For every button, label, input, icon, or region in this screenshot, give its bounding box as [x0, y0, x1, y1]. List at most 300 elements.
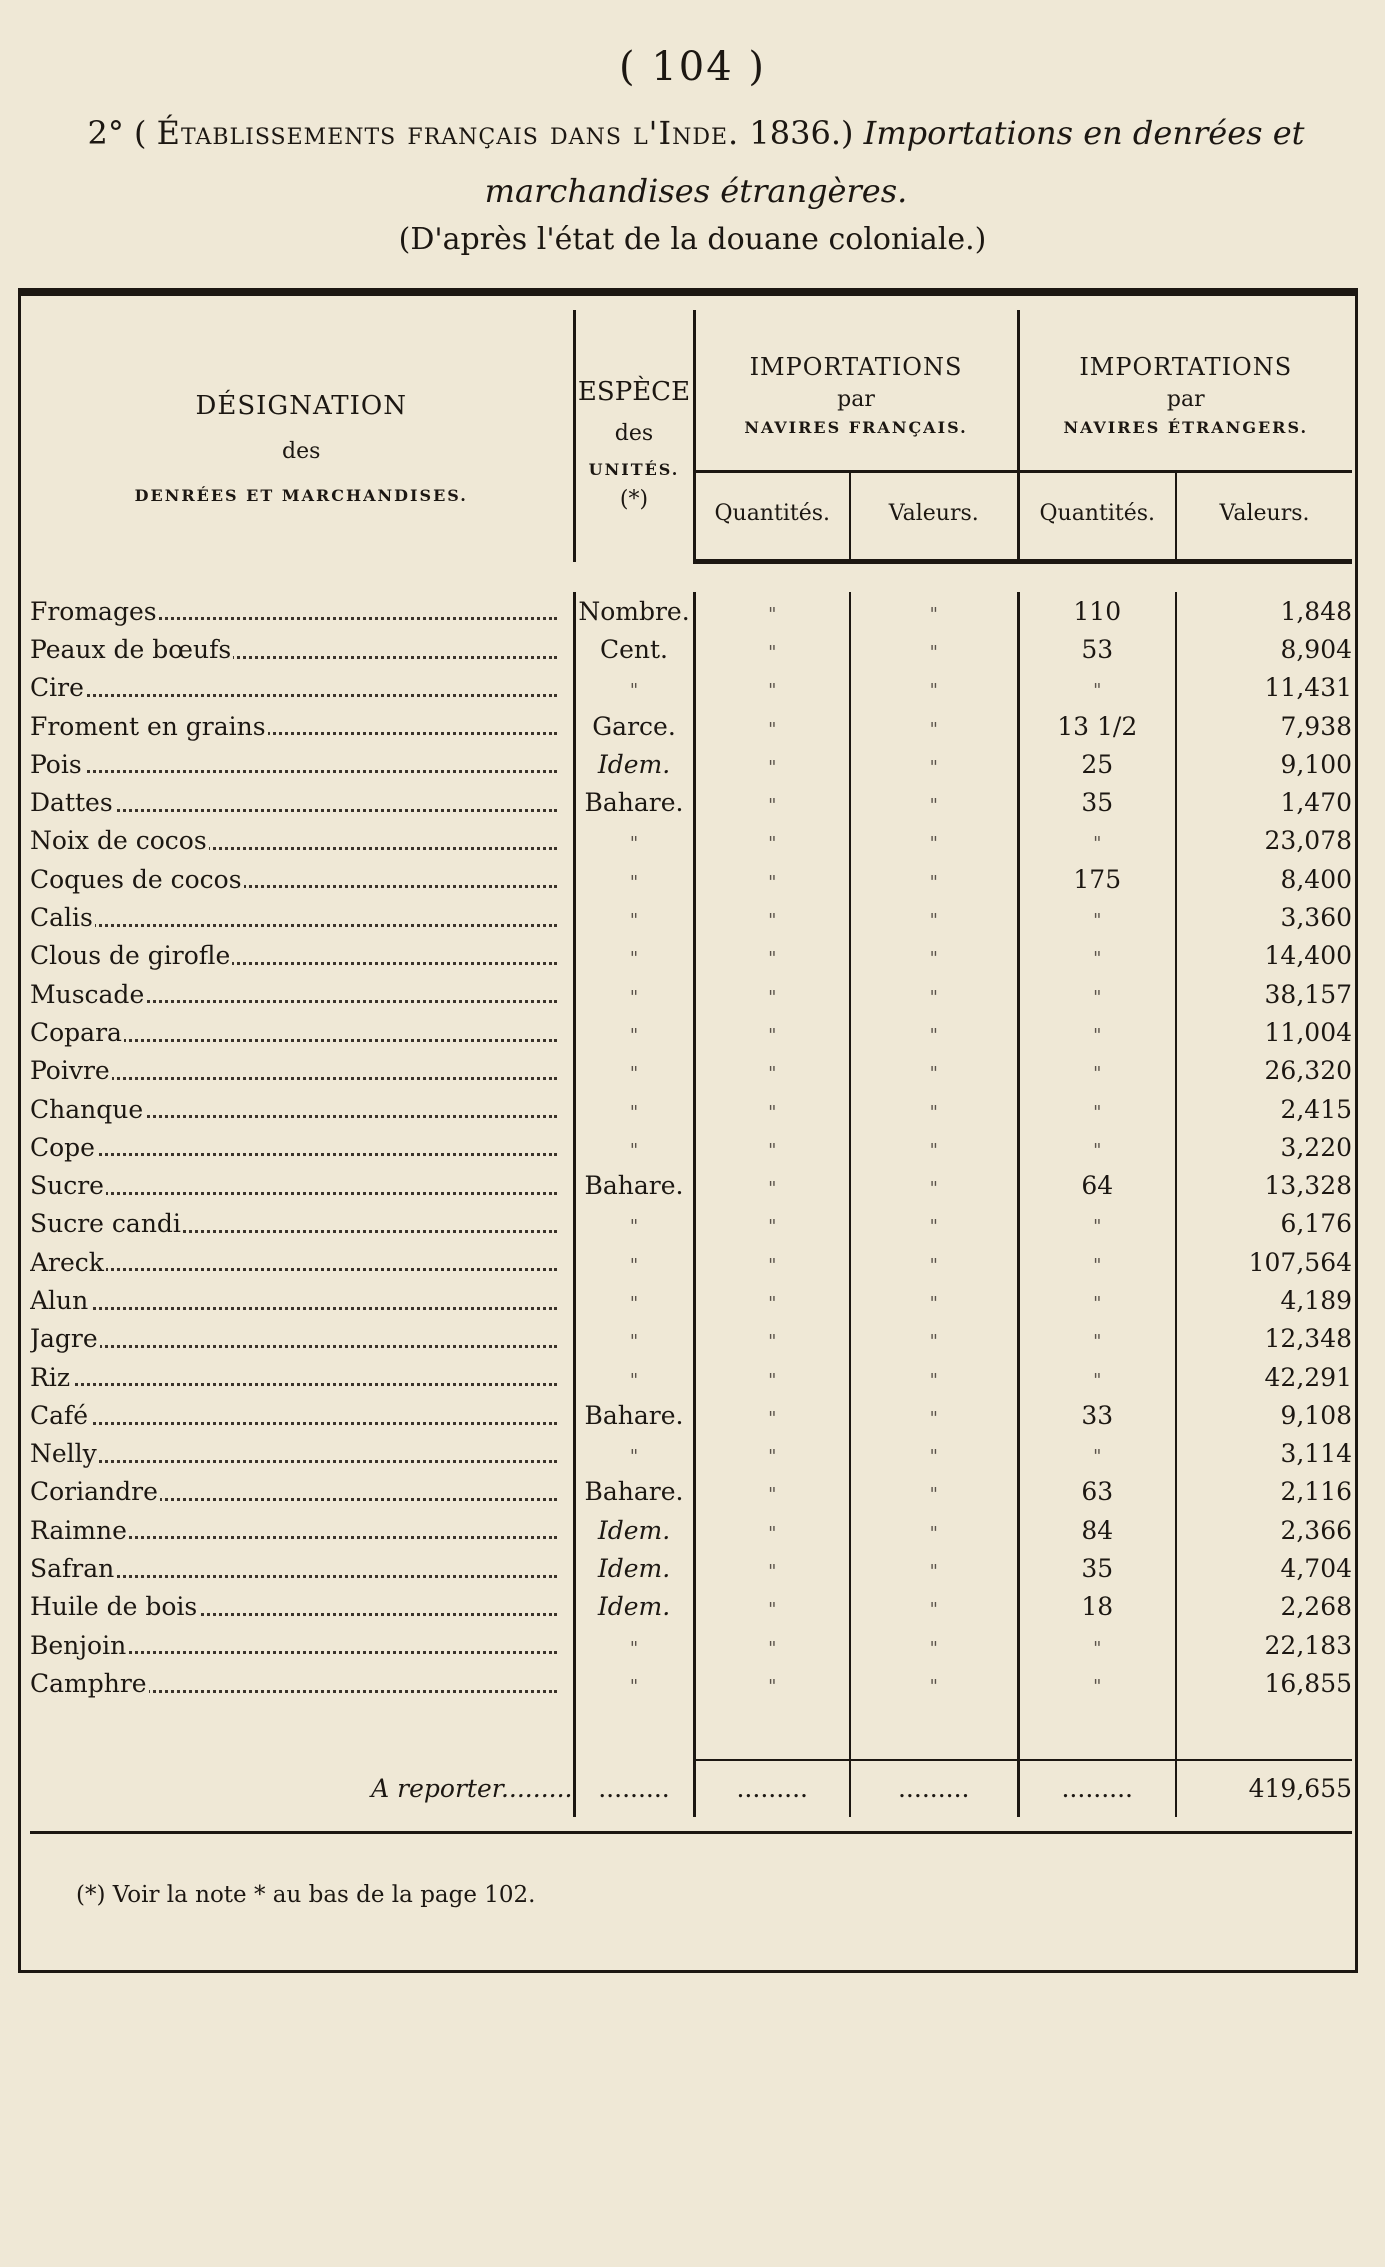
- cell-unit: [574, 1205, 694, 1243]
- designation-text: Peaux de bœufs: [30, 634, 232, 664]
- cell-et-quantite: [1018, 1511, 1176, 1549]
- cell-et-quantite: [1018, 1013, 1176, 1051]
- cell-et-valeur: [1176, 937, 1352, 975]
- header-et-quantites: Quantités.: [1018, 472, 1176, 554]
- table-body: [30, 592, 1352, 1703]
- cell-et-quantite-text: 110: [1073, 596, 1122, 626]
- cell-fr-quantite-text: ": [768, 871, 777, 893]
- cell-fr-valeur: [850, 630, 1018, 668]
- table-row: [30, 822, 1352, 860]
- table-row: [30, 860, 1352, 898]
- cell-unit-text: Idem.: [597, 1515, 671, 1545]
- cell-fr-valeur-text: ": [929, 1292, 938, 1314]
- cell-unit-text: ": [629, 1101, 639, 1123]
- table-row: [30, 745, 1352, 783]
- cell-fr-quantite: [694, 1588, 850, 1626]
- cell-unit: [574, 1243, 694, 1281]
- cell-et-valeur-text: 23,078: [1264, 826, 1353, 856]
- cell-unit: [574, 1128, 694, 1166]
- cell-designation: [30, 1511, 574, 1549]
- cell-fr-quantite-text: ": [768, 1331, 777, 1353]
- designation-text: Noix de cocos: [30, 826, 207, 856]
- cell-unit-text: Bahare.: [584, 1400, 684, 1430]
- cell-et-valeur-text: 8,904: [1280, 634, 1353, 664]
- cell-et-valeur: [1176, 1281, 1352, 1319]
- table-row: [30, 1013, 1352, 1051]
- cell-fr-valeur: [850, 1128, 1018, 1166]
- cell-fr-quantite-text: ": [768, 948, 777, 970]
- cell-fr-valeur: [850, 1588, 1018, 1626]
- table-row: [30, 1588, 1352, 1626]
- cell-et-quantite-text: ": [1093, 1063, 1102, 1085]
- cell-fr-quantite-text: ": [768, 1522, 777, 1544]
- cell-fr-quantite: [694, 707, 850, 745]
- header-navires-etrangers: [1018, 310, 1352, 472]
- cell-fr-quantite-text: ": [768, 1637, 777, 1659]
- leader-dots: [52, 1383, 557, 1386]
- cell-fr-valeur-text: ": [929, 1101, 938, 1123]
- cell-fr-quantite-text: ": [768, 833, 777, 855]
- cell-et-quantite-text: ": [1093, 1254, 1102, 1276]
- report-label-text: A reporter: [371, 1773, 501, 1803]
- cell-fr-quantite-text: ": [768, 986, 777, 1008]
- cell-designation: [30, 1320, 574, 1358]
- cell-fr-quantite: [694, 1396, 850, 1434]
- cell-fr-quantite: [694, 592, 850, 630]
- cell-et-quantite-text: ": [1093, 1369, 1102, 1391]
- cell-fr-valeur-text: ": [929, 718, 938, 740]
- cell-et-quantite: [1018, 1473, 1176, 1511]
- leader-dots: [52, 1192, 557, 1195]
- cell-et-quantite: [1018, 1549, 1176, 1587]
- page-title: [36, 104, 1356, 220]
- cell-et-valeur-text: 2,415: [1280, 1094, 1353, 1124]
- cell-fr-valeur: [850, 1090, 1018, 1128]
- header-navires-francais: [694, 310, 1018, 472]
- designation-text: Poivre: [30, 1056, 110, 1086]
- cell-et-quantite-text: 35: [1081, 788, 1114, 818]
- designation-text: Copara: [30, 1017, 122, 1047]
- cell-fr-valeur: [850, 975, 1018, 1013]
- header-espece-line2: des: [614, 421, 654, 447]
- cell-fr-valeur-text: ": [929, 603, 938, 625]
- cell-et-valeur: [1176, 1128, 1352, 1166]
- cell-fr-quantite: [694, 937, 850, 975]
- cell-et-quantite-text: 53: [1081, 634, 1114, 664]
- cell-fr-valeur: [850, 1052, 1018, 1090]
- cell-fr-valeur: [850, 1013, 1018, 1051]
- cell-fr-quantite: [694, 822, 850, 860]
- cell-fr-valeur: [850, 783, 1018, 821]
- cell-et-valeur: [1176, 1664, 1352, 1702]
- cell-unit: [574, 1664, 694, 1702]
- cell-fr-quantite: [694, 898, 850, 936]
- cell-fr-quantite: [694, 1205, 850, 1243]
- header-rule: [1018, 553, 1176, 562]
- table-row: [30, 1549, 1352, 1587]
- cell-fr-valeur: [850, 1396, 1018, 1434]
- cell-et-valeur: [1176, 822, 1352, 860]
- cell-designation: [30, 1473, 574, 1511]
- title-establishment: Établissements français dans l'Inde.: [156, 114, 740, 152]
- cell-et-valeur: [1176, 1013, 1352, 1051]
- designation-text: Muscade: [30, 979, 145, 1009]
- header-spacer: [30, 562, 1352, 593]
- cell-et-quantite-text: ": [1093, 1139, 1102, 1161]
- cell-et-valeur: [1176, 783, 1352, 821]
- cell-unit: [574, 860, 694, 898]
- cell-unit-text: ": [629, 1675, 639, 1697]
- cell-et-quantite: [1018, 745, 1176, 783]
- leader-dots: [52, 1077, 557, 1080]
- cell-unit-text: ": [629, 1331, 639, 1353]
- designation-text: Safran: [30, 1554, 115, 1584]
- cell-unit-text: Idem.: [597, 749, 671, 779]
- designation-text: Cope: [30, 1132, 95, 1162]
- cell-et-valeur-text: 14,400: [1264, 941, 1353, 971]
- cell-unit: [574, 822, 694, 860]
- leader-dots: [52, 1153, 557, 1156]
- cell-fr-quantite: [694, 1664, 850, 1702]
- cell-fr-valeur-text: ": [929, 1178, 938, 1200]
- cell-et-quantite: [1018, 898, 1176, 936]
- cell-unit: [574, 707, 694, 745]
- cell-fr-valeur-text: ": [929, 1407, 938, 1429]
- cell-fr-quantite: [694, 1320, 850, 1358]
- cell-unit: [574, 1358, 694, 1396]
- cell-et-valeur-text: 3,114: [1280, 1439, 1353, 1469]
- leader-dots: [52, 1268, 557, 1271]
- designation-text: Calis: [30, 903, 93, 933]
- cell-fr-quantite-text: ": [768, 1024, 777, 1046]
- cell-et-quantite-text: 64: [1081, 1171, 1114, 1201]
- cell-et-quantite-text: ": [1093, 1216, 1102, 1238]
- cell-fr-valeur: [850, 1205, 1018, 1243]
- cell-unit-text: ": [629, 1024, 639, 1046]
- cell-unit: [574, 1166, 694, 1204]
- cell-unit: [574, 1511, 694, 1549]
- cell-fr-quantite: [694, 1358, 850, 1396]
- spacer: [30, 1703, 574, 1760]
- header-espece: [574, 310, 694, 562]
- cell-fr-valeur: [850, 707, 1018, 745]
- cell-et-valeur-text: 7,938: [1280, 711, 1353, 741]
- cell-et-valeur: [1176, 1243, 1352, 1281]
- page-number: ( 104 ): [619, 44, 766, 90]
- cell-unit: [574, 745, 694, 783]
- table-row: [30, 1243, 1352, 1281]
- cell-fr-quantite: [694, 1626, 850, 1664]
- table-row: [30, 1281, 1352, 1319]
- cell-unit: [574, 669, 694, 707]
- cell-et-valeur-text: 22,183: [1264, 1630, 1353, 1660]
- cell-fr-valeur: [850, 745, 1018, 783]
- cell-et-quantite-text: 25: [1081, 749, 1114, 779]
- cell-fr-valeur: [850, 592, 1018, 630]
- cell-fr-valeur-text: ": [929, 1063, 938, 1085]
- cell-et-quantite: [1018, 1588, 1176, 1626]
- table-row: [30, 1626, 1352, 1664]
- cell-fr-quantite-text: ": [768, 1178, 777, 1200]
- cell-fr-valeur-text: ": [929, 1369, 938, 1391]
- cell-et-quantite-text: ": [1093, 1331, 1102, 1353]
- leader-dots: [52, 1422, 557, 1425]
- cell-fr-quantite-text: ": [768, 756, 777, 778]
- header-designation-line1: DÉSIGNATION: [195, 390, 407, 421]
- cell-unit-text: ": [629, 910, 639, 932]
- cell-et-valeur-text: 2,268: [1280, 1592, 1353, 1622]
- cell-fr-quantite: [694, 669, 850, 707]
- cell-unit: [574, 1281, 694, 1319]
- cell-et-valeur: [1176, 1090, 1352, 1128]
- cell-unit-text: Bahare.: [584, 788, 684, 818]
- cell-fr-quantite: [694, 630, 850, 668]
- cell-fr-valeur: [850, 860, 1018, 898]
- cell-et-valeur-text: 9,108: [1280, 1400, 1353, 1430]
- cell-et-quantite: [1018, 630, 1176, 668]
- cell-unit: [574, 1013, 694, 1051]
- cell-designation: [30, 707, 574, 745]
- cell-et-valeur: [1176, 1549, 1352, 1587]
- cell-et-valeur-text: 1,848: [1280, 596, 1353, 626]
- cell-fr-valeur: [850, 1549, 1018, 1587]
- cell-designation: [30, 1281, 574, 1319]
- cell-designation: [30, 1052, 574, 1090]
- header-fr-line1: IMPORTATIONS: [749, 353, 963, 381]
- table-row: [30, 1320, 1352, 1358]
- cell-fr-valeur: [850, 1664, 1018, 1702]
- cell-et-valeur: [1176, 1396, 1352, 1434]
- table-row: [30, 630, 1352, 668]
- cell-et-valeur-text: 1,470: [1280, 788, 1353, 818]
- cell-et-valeur: [1176, 1588, 1352, 1626]
- cell-fr-quantite: [694, 1013, 850, 1051]
- cell-fr-valeur-text: ": [929, 1139, 938, 1161]
- cell-fr-valeur-text: ": [929, 1024, 938, 1046]
- cell-fr-quantite-text: ": [768, 1292, 777, 1314]
- cell-et-quantite: [1018, 975, 1176, 1013]
- cell-designation: [30, 669, 574, 707]
- designation-text: Huile de bois: [30, 1592, 198, 1622]
- table-row: [30, 1090, 1352, 1128]
- cell-unit-text: ": [629, 1139, 639, 1161]
- cell-fr-valeur: [850, 937, 1018, 975]
- table-row: [30, 707, 1352, 745]
- cell-et-valeur-text: 26,320: [1264, 1056, 1353, 1086]
- cell-fr-quantite-text: ": [768, 1446, 777, 1468]
- designation-text: Benjoin: [30, 1630, 127, 1660]
- cell-fr-valeur: [850, 1243, 1018, 1281]
- cell-et-valeur: [1176, 898, 1352, 936]
- header-rule: [1176, 553, 1352, 562]
- report-dots-cell: .........: [574, 1760, 694, 1817]
- cell-et-valeur: [1176, 745, 1352, 783]
- designation-text: Sucre: [30, 1171, 104, 1201]
- cell-et-quantite-text: ": [1093, 1024, 1102, 1046]
- cell-et-quantite-text: ": [1093, 986, 1102, 1008]
- cell-fr-quantite-text: ": [768, 718, 777, 740]
- cell-et-valeur: [1176, 630, 1352, 668]
- cell-et-quantite-text: ": [1093, 1292, 1102, 1314]
- cell-designation: [30, 1435, 574, 1473]
- cell-et-quantite: [1018, 1166, 1176, 1204]
- report-dots-cell: .........: [694, 1760, 850, 1817]
- cell-designation: [30, 1205, 574, 1243]
- cell-et-valeur-text: 4,704: [1280, 1554, 1353, 1584]
- cell-unit-text: Idem.: [597, 1554, 671, 1584]
- cell-et-quantite: [1018, 1243, 1176, 1281]
- cell-designation: [30, 1013, 574, 1051]
- cell-unit-text: ": [629, 1063, 639, 1085]
- leader-dots: [52, 1345, 557, 1348]
- leader-dots: [52, 1460, 557, 1463]
- cell-fr-quantite-text: ": [768, 1561, 777, 1583]
- cell-fr-quantite: [694, 1090, 850, 1128]
- cell-et-valeur: [1176, 1626, 1352, 1664]
- cell-fr-quantite: [694, 783, 850, 821]
- cell-designation: [30, 592, 574, 630]
- cell-et-quantite-text: 18: [1081, 1592, 1114, 1622]
- header-fr-line2: par: [837, 387, 875, 412]
- page-subtitle: (D'après l'état de la douane coloniale.): [398, 222, 987, 257]
- cell-fr-valeur-text: ": [929, 680, 938, 702]
- table-row: [30, 1511, 1352, 1549]
- designation-text: Fromages: [30, 596, 157, 626]
- designation-text: Coriandre: [30, 1477, 158, 1507]
- header-designation-line3: DENRÉES ET MARCHANDISES.: [134, 485, 468, 505]
- leader-dots: [52, 770, 557, 773]
- cell-fr-quantite-text: ": [768, 603, 777, 625]
- header-fr-line3: NAVIRES FRANÇAIS.: [744, 418, 968, 437]
- designation-text: Dattes: [30, 788, 113, 818]
- designation-text: Riz: [30, 1362, 70, 1392]
- cell-et-quantite-text: ": [1093, 1101, 1102, 1123]
- header-designation: [30, 310, 574, 562]
- cell-fr-quantite: [694, 1511, 850, 1549]
- cell-designation: [30, 1549, 574, 1587]
- designation-text: Pois: [30, 749, 82, 779]
- cell-designation: [30, 1128, 574, 1166]
- cell-et-quantite-text: 33: [1081, 1400, 1114, 1430]
- cell-fr-valeur: [850, 1511, 1018, 1549]
- cell-unit-text: Bahare.: [584, 1171, 684, 1201]
- cell-designation: [30, 1664, 574, 1702]
- cell-unit: [574, 1396, 694, 1434]
- table-row: [30, 1128, 1352, 1166]
- cell-unit-text: ": [629, 680, 639, 702]
- cell-unit-text: ": [629, 1292, 639, 1314]
- cell-designation: [30, 745, 574, 783]
- cell-unit-text: Bahare.: [584, 1477, 684, 1507]
- cell-unit: [574, 898, 694, 936]
- cell-fr-valeur-text: ": [929, 756, 938, 778]
- table-row: [30, 1205, 1352, 1243]
- cell-fr-valeur: [850, 822, 1018, 860]
- cell-et-quantite: [1018, 1281, 1176, 1319]
- cell-et-quantite: [1018, 669, 1176, 707]
- cell-fr-quantite-text: ": [768, 1599, 777, 1621]
- header-rule: [694, 553, 850, 562]
- cell-fr-valeur-text: ": [929, 1599, 938, 1621]
- report-total-value: 419,655: [1176, 1760, 1352, 1817]
- table-row: [30, 669, 1352, 707]
- header-espece-note: (*): [619, 487, 649, 513]
- cell-fr-quantite-text: ": [768, 1216, 777, 1238]
- header-designation-line2: des: [282, 438, 321, 464]
- cell-designation: [30, 1588, 574, 1626]
- cell-et-quantite: [1018, 937, 1176, 975]
- cell-fr-quantite-text: ": [768, 1063, 777, 1085]
- cell-et-valeur-text: 3,360: [1280, 903, 1353, 933]
- cell-fr-quantite: [694, 1281, 850, 1319]
- cell-et-quantite: [1018, 1128, 1176, 1166]
- cell-fr-quantite: [694, 860, 850, 898]
- title-italic: Importations en denrées et marchandises étrangères.: [484, 114, 1305, 210]
- cell-et-quantite: [1018, 1358, 1176, 1396]
- cell-et-quantite: [1018, 1205, 1176, 1243]
- cell-unit: [574, 1052, 694, 1090]
- cell-et-valeur: [1176, 592, 1352, 630]
- table-row: [30, 1166, 1352, 1204]
- report-dots: .........: [500, 1773, 573, 1803]
- designation-text: Camphre: [30, 1668, 147, 1698]
- designation-text: Cire: [30, 673, 84, 703]
- cell-fr-quantite: [694, 1243, 850, 1281]
- cell-fr-valeur-text: ": [929, 833, 938, 855]
- report-dots-cell: .........: [850, 1760, 1018, 1817]
- header-et-line2: par: [1166, 387, 1205, 412]
- header-et-line3: NAVIRES ÉTRANGERS.: [1063, 418, 1309, 437]
- cell-et-quantite-text: 175: [1073, 864, 1122, 894]
- report-dots-cell: .........: [1018, 1760, 1176, 1817]
- cell-designation: [30, 1243, 574, 1281]
- spacer: [574, 1703, 694, 1760]
- cell-fr-quantite: [694, 1166, 850, 1204]
- cell-fr-valeur: [850, 1166, 1018, 1204]
- cell-fr-valeur: [850, 1320, 1018, 1358]
- leader-dots: [52, 924, 557, 927]
- cell-fr-valeur: [850, 1626, 1018, 1664]
- cell-unit-text: ": [629, 948, 639, 970]
- cell-et-quantite: [1018, 1435, 1176, 1473]
- cell-et-valeur-text: 107,564: [1248, 1247, 1353, 1277]
- spacer: [1176, 1703, 1352, 1760]
- cell-et-valeur-text: 12,348: [1264, 1324, 1353, 1354]
- cell-fr-valeur-text: ": [929, 986, 938, 1008]
- cell-et-valeur: [1176, 860, 1352, 898]
- cell-et-valeur: [1176, 1435, 1352, 1473]
- cell-fr-valeur: [850, 1473, 1018, 1511]
- cell-et-quantite-text: ": [1093, 1446, 1102, 1468]
- designation-text: Raimne: [30, 1515, 127, 1545]
- header-fr-quantites: Quantités.: [694, 472, 850, 554]
- title-year: 1836.): [749, 114, 854, 152]
- table-row: [30, 1052, 1352, 1090]
- cell-et-quantite-text: ": [1093, 1675, 1102, 1697]
- cell-fr-valeur-text: ": [929, 1675, 938, 1697]
- footnote: (*) Voir la note * au bas de la page 102.: [76, 1882, 536, 1908]
- cell-fr-quantite: [694, 1128, 850, 1166]
- total-row: [30, 1760, 1352, 1817]
- cell-fr-quantite-text: ": [768, 1407, 777, 1429]
- cell-fr-quantite: [694, 745, 850, 783]
- cell-et-valeur-text: 42,291: [1264, 1362, 1353, 1392]
- cell-unit-text: ": [629, 1254, 639, 1276]
- leader-dots: [52, 1039, 557, 1042]
- cell-designation: [30, 1358, 574, 1396]
- cell-fr-valeur-text: ": [929, 1561, 938, 1583]
- table-row: [30, 592, 1352, 630]
